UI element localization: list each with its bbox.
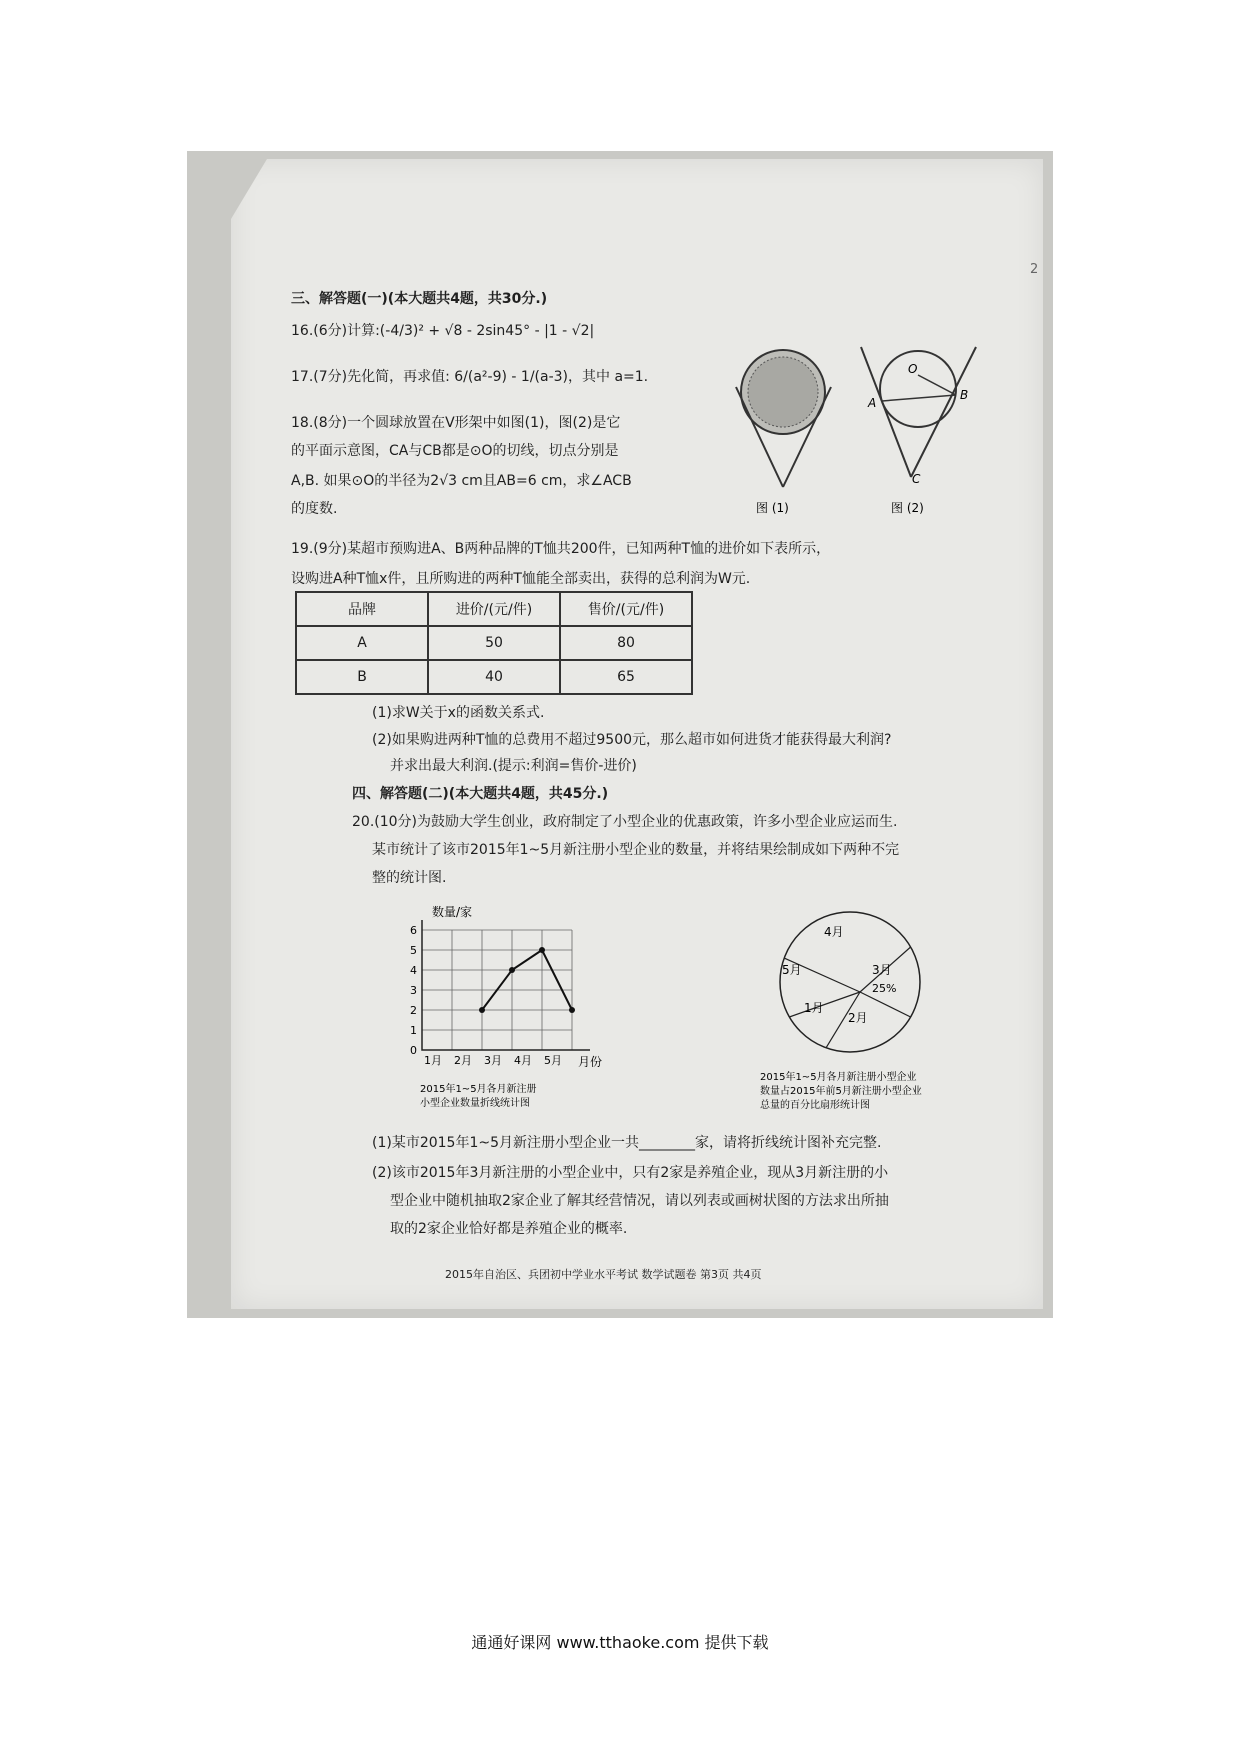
exam-paper	[231, 159, 1043, 1309]
margin-mark: 2	[1030, 262, 1039, 277]
y-tick-label: 3	[410, 984, 417, 997]
table-cell: A	[296, 626, 428, 660]
paper-footer: 2015年自治区、兵团初中学业水平考试 数学试题卷 第3页 共4页	[445, 1268, 762, 1281]
x-tick-label: 1月	[424, 1054, 442, 1067]
pie-slices	[780, 912, 920, 1052]
line-chart-ticks	[410, 924, 562, 1067]
table-header-cell: 品牌	[296, 592, 428, 626]
point-a-label: A	[868, 396, 877, 410]
x-tick-label: 2月	[454, 1054, 472, 1067]
pie-label-apr: 4月	[824, 925, 844, 939]
price-table	[295, 591, 693, 695]
question-18-line1: 18.(8分)一个圆球放置在V形架中如图(1)，图(2)是它	[291, 415, 621, 431]
question-20-line3: 整的统计图.	[372, 870, 447, 886]
line-chart	[400, 902, 620, 1117]
table-cell: B	[296, 660, 428, 694]
question-20-line1: 20.(10分)为鼓励大学生创业，政府制定了小型企业的优惠政策，许多小型企业应运而生.	[352, 814, 898, 830]
figure-2	[856, 337, 986, 517]
data-point	[569, 1007, 575, 1013]
y-tick-label: 5	[410, 944, 417, 957]
table-row	[296, 660, 692, 694]
table-cell: 65	[560, 660, 692, 694]
question-20-sub2c: 取的2家企业恰好都是养殖企业的概率.	[390, 1221, 628, 1237]
table-cell: 50	[428, 626, 560, 660]
exam-photo	[187, 151, 1053, 1318]
table-header-row	[296, 592, 692, 626]
y-tick-label: 1	[410, 1024, 417, 1037]
question-17: 17.(7分)先化简，再求值: 6/(a²-9) - 1/(a-3)，其中 a=1.	[291, 369, 649, 385]
y-tick-label: 0	[410, 1044, 417, 1057]
line-chart-axes	[422, 920, 590, 1050]
question-18-line4: 的度数.	[291, 501, 338, 517]
table-cell: 80	[560, 626, 692, 660]
question-19-line1: 19.(9分)某超市预购进A、B两种品牌的T恤共200件，已知两种T恤的进价如下表所示，	[291, 541, 831, 557]
ball-inner	[748, 357, 818, 427]
pie-caption-3: 总量的百分比扇形统计图	[760, 1100, 870, 1111]
point-c-label: C	[912, 472, 921, 486]
y-tick-label: 4	[410, 964, 417, 977]
y-tick-label: 6	[410, 924, 417, 937]
data-point	[509, 967, 515, 973]
question-18-line3: A,B. 如果⊙O的半径为2√3 cm且AB=6 cm，求∠ACB	[291, 473, 632, 489]
pie-label-jan: 1月	[804, 1001, 824, 1015]
folded-corner	[231, 159, 267, 219]
axis-lines	[422, 920, 590, 1050]
table-header-cell: 进价/(元/件)	[428, 592, 560, 626]
line-chart-xlabel: 月份	[578, 1055, 603, 1069]
data-point	[479, 1007, 485, 1013]
table-row	[296, 626, 692, 660]
pie-outline	[780, 912, 920, 1052]
pie-chart	[760, 910, 990, 1120]
line-chart-ylabel: 数量/家	[432, 905, 473, 919]
page-footer: 通通好课网 www.tthaoke.com 提供下载	[471, 1633, 769, 1652]
line-chart-caption-1: 2015年1~5月各月新注册	[420, 1084, 537, 1095]
x-tick-label: 5月	[544, 1054, 562, 1067]
point-b-label: B	[960, 388, 969, 402]
figure-1-label: 图 (1)	[756, 501, 789, 515]
pie-label-mar: 3月	[872, 963, 892, 977]
tangent-ca	[861, 347, 911, 477]
y-tick-label: 2	[410, 1004, 417, 1017]
pie-label-may: 5月	[782, 963, 802, 977]
point-o-label: O	[908, 362, 918, 376]
pie-label-feb: 2月	[848, 1011, 868, 1025]
question-16: 16.(6分)计算:(-4/3)² + √8 - 2sin45° - |1 - √2|	[291, 323, 595, 339]
data-point	[539, 947, 545, 953]
x-tick-label: 4月	[514, 1054, 532, 1067]
radius-ob	[918, 375, 956, 395]
pie-caption-2: 数量占2015年前5月新注册小型企业	[760, 1086, 922, 1097]
x-tick-label: 3月	[484, 1054, 502, 1067]
pie-annotation: 25%	[872, 982, 897, 995]
question-19-line2: 设购进A种T恤x件，且所购进的两种T恤能全部卖出，获得的总利润为W元.	[291, 571, 751, 587]
question-20-sub2b: 型企业中随机抽取2家企业了解其经营情况，请以列表或画树状图的方法求出所抽	[390, 1193, 889, 1209]
question-19-sub1: (1)求W关于x的函数关系式.	[372, 705, 545, 721]
question-20-line2: 某市统计了该市2015年1~5月新注册小型企业的数量，并将结果绘制成如下两种不完	[372, 842, 900, 858]
table-header-cell: 售价/(元/件)	[560, 592, 692, 626]
line-chart-caption-2: 小型企业数量折线统计图	[420, 1098, 530, 1109]
table-cell: 40	[428, 660, 560, 694]
section3-header: 三、解答题(一)(本大题共4题，共30分.)	[291, 291, 548, 307]
question-20-sub1: (1)某市2015年1~5月新注册小型企业一共________家，请将折线统计图补充完整.	[372, 1135, 882, 1151]
chord-ab	[882, 395, 956, 401]
tangent-cb	[911, 347, 976, 477]
question-19-sub2b: 并求出最大利润.(提示:利润=售价-进价)	[390, 758, 637, 774]
series-line	[482, 950, 572, 1010]
line-chart-series	[479, 947, 575, 1013]
question-18-line2: 的平面示意图，CA与CB都是⊙O的切线，切点分别是	[291, 443, 619, 459]
figure-2-label: 图 (2)	[891, 501, 924, 515]
question-19-sub2: (2)如果购进两种T恤的总费用不超过9500元，那么超市如何进货才能获得最大利润?	[372, 732, 892, 748]
figure-1	[731, 337, 841, 517]
section4-header: 四、解答题(二)(本大题共4题，共45分.)	[352, 786, 609, 802]
question-20-sub2a: (2)该市2015年3月新注册的小型企业中，只有2家是养殖企业，现从3月新注册的小	[372, 1165, 889, 1181]
pie-caption-1: 2015年1~5月各月新注册小型企业	[760, 1072, 917, 1083]
